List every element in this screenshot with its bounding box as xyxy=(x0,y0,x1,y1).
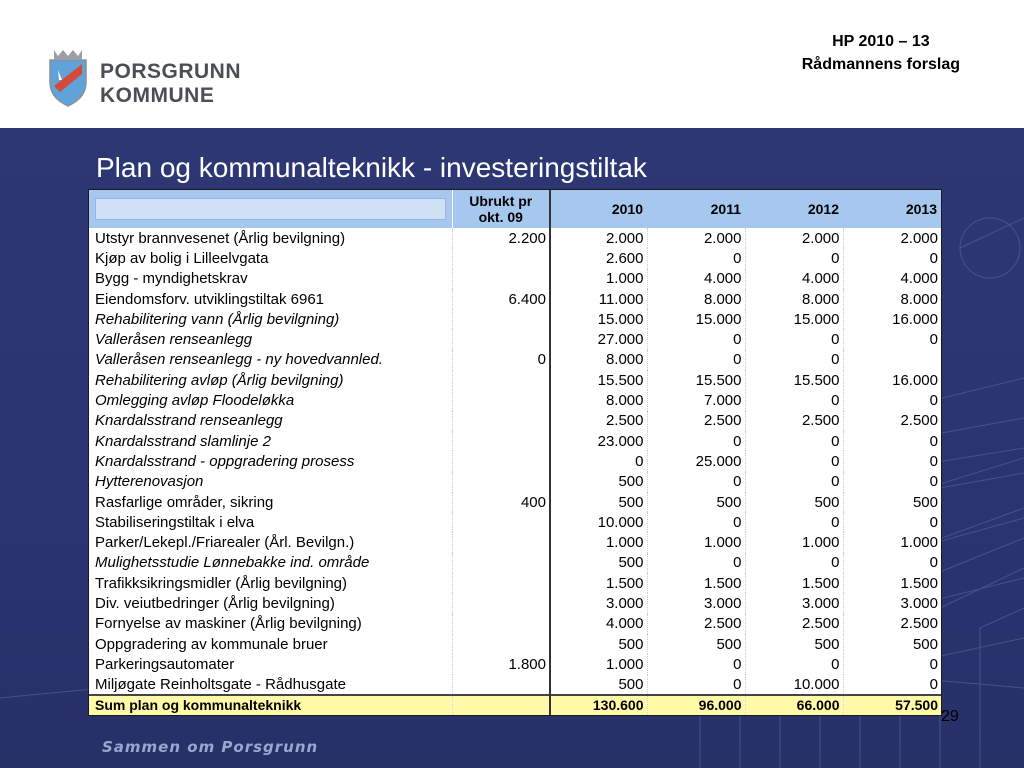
cell-2010: 4.000 xyxy=(550,614,647,634)
cell-2012: 0 xyxy=(745,431,843,451)
column-header-unused: Ubrukt pr okt. 09 xyxy=(452,190,550,228)
cell-2010: 2.000 xyxy=(550,228,647,248)
table-header-row xyxy=(89,190,941,228)
cell-2012: 3.000 xyxy=(745,593,843,613)
column-header-label xyxy=(89,190,452,228)
document-label xyxy=(802,30,960,76)
table-row xyxy=(89,634,941,654)
cell-2012: 500 xyxy=(745,634,843,654)
table-row xyxy=(89,472,941,492)
table-row xyxy=(89,553,941,573)
cell-2013: 0 xyxy=(843,248,941,268)
sum-cell-2012: 66.000 xyxy=(745,695,843,715)
sum-cell-2013: 57.500 xyxy=(843,695,941,715)
cell-2011: 500 xyxy=(647,634,745,654)
cell-2013: 8.000 xyxy=(843,289,941,309)
page-number: 29 xyxy=(941,708,959,725)
slogan: Sammen om Porsgrunn xyxy=(102,738,319,756)
cell-2012: 2.500 xyxy=(745,614,843,634)
table-row xyxy=(89,248,941,268)
cell-2013: 1.000 xyxy=(843,532,941,552)
table-body xyxy=(89,228,941,715)
column-header-2010: 2010 xyxy=(611,201,643,217)
row-label: Fornyelse av maskiner (Årlig bevilgning) xyxy=(95,615,362,633)
sum-cell-2010: 130.600 xyxy=(550,695,647,715)
cell-2010: 1.500 xyxy=(550,573,647,593)
row-label: Miljøgate Reinholtsgate - Rådhusgate xyxy=(95,675,346,693)
cell-unused xyxy=(452,329,550,349)
row-label: Oppgradering av kommunale bruer xyxy=(95,635,328,653)
sum-label: Sum plan og kommunalteknikk xyxy=(89,695,452,715)
cell-unused xyxy=(452,593,550,613)
cell-unused: 400 xyxy=(452,492,550,512)
table-row xyxy=(89,675,941,695)
cell-unused xyxy=(452,512,550,532)
table-row xyxy=(89,411,941,431)
cell-unused xyxy=(452,248,550,268)
cell-2012: 0 xyxy=(745,248,843,268)
cell-2010: 1.000 xyxy=(550,532,647,552)
cell-unused: 1.800 xyxy=(452,654,550,674)
cell-2010: 2.600 xyxy=(550,248,647,268)
row-label: Utstyr brannvesenet (Årlig bevilgning) xyxy=(95,229,346,247)
table-row xyxy=(89,370,941,390)
cell-2011: 2.500 xyxy=(647,411,745,431)
cell-2011: 0 xyxy=(647,329,745,349)
cell-2013: 0 xyxy=(843,472,941,492)
cell-unused xyxy=(452,411,550,431)
row-label: Stabiliseringstiltak i elva xyxy=(95,513,255,531)
table-row xyxy=(89,573,941,593)
slide-title: Plan og kommunalteknikk - investeringstiltak xyxy=(96,152,647,183)
document-subtitle: Rådmannens forslag xyxy=(801,56,960,73)
table-row xyxy=(89,532,941,552)
cell-2010: 15.000 xyxy=(550,309,647,329)
row-label: Valleråsen renseanlegg - ny hovedvannled. xyxy=(95,351,383,369)
cell-2012: 2.500 xyxy=(745,411,843,431)
cell-2012: 0 xyxy=(745,553,843,573)
row-label: Rasfarlige områder, sikring xyxy=(95,493,274,511)
cell-2012: 10.000 xyxy=(745,675,843,695)
cell-unused xyxy=(452,553,550,573)
table-row xyxy=(89,269,941,289)
cell-2012: 0 xyxy=(745,390,843,410)
cell-2013: 0 xyxy=(843,451,941,471)
cell-2011: 0 xyxy=(647,675,745,695)
investment-data-table xyxy=(89,190,941,715)
column-header-2011: 2011 xyxy=(710,201,741,217)
cell-2011: 0 xyxy=(647,553,745,573)
cell-2013: 16.000 xyxy=(843,309,941,329)
column-header-2013: 2013 xyxy=(905,201,937,217)
row-label: Parker/Lekepl./Friarealer (Årl. Bevilgn.) xyxy=(95,534,355,552)
cell-2013: 2.500 xyxy=(843,411,941,431)
cell-unused xyxy=(452,431,550,451)
cell-2011: 7.000 xyxy=(647,390,745,410)
cell-2013: 0 xyxy=(843,553,941,573)
sum-cell-unused xyxy=(452,695,550,715)
cell-2013: 500 xyxy=(843,634,941,654)
cell-2012: 15.500 xyxy=(745,370,843,390)
cell-2011: 2.500 xyxy=(647,614,745,634)
logo xyxy=(40,46,360,106)
cell-2013: 500 xyxy=(843,492,941,512)
table-row xyxy=(89,228,941,248)
cell-2012: 4.000 xyxy=(745,269,843,289)
cell-unused xyxy=(452,675,550,695)
row-label: Knardalsstrand - oppgradering prosess xyxy=(95,452,355,470)
cell-2013: 3.000 xyxy=(843,593,941,613)
table-row xyxy=(89,512,941,532)
table-row xyxy=(89,350,941,370)
investment-table xyxy=(88,189,942,716)
row-label: Valleråsen renseanlegg xyxy=(95,331,253,349)
cell-unused xyxy=(452,532,550,552)
cell-2010: 0 xyxy=(550,451,647,471)
row-label: Div. veiutbedringer (Årlig bevilgning) xyxy=(95,594,335,612)
porsgrunn-coat-of-arms-icon xyxy=(40,46,96,108)
cell-2011: 0 xyxy=(647,512,745,532)
cell-2012: 15.000 xyxy=(745,309,843,329)
cell-2011: 0 xyxy=(647,350,745,370)
cell-unused xyxy=(452,269,550,289)
cell-2012: 0 xyxy=(745,472,843,492)
cell-2011: 1.000 xyxy=(647,532,745,552)
cell-2011: 0 xyxy=(647,654,745,674)
cell-2010: 500 xyxy=(550,634,647,654)
cell-2013 xyxy=(843,350,941,370)
cell-2010: 2.500 xyxy=(550,411,647,431)
cell-2012: 0 xyxy=(745,350,843,370)
table-row xyxy=(89,451,941,471)
table-row xyxy=(89,614,941,634)
cell-2013: 2.000 xyxy=(843,228,941,248)
cell-2012: 0 xyxy=(745,329,843,349)
cell-unused xyxy=(452,472,550,492)
cell-2012: 8.000 xyxy=(745,289,843,309)
cell-2013: 0 xyxy=(843,654,941,674)
cell-2011: 0 xyxy=(647,472,745,492)
cell-2011: 8.000 xyxy=(647,289,745,309)
cell-2010: 15.500 xyxy=(550,370,647,390)
cell-2010: 1.000 xyxy=(550,269,647,289)
column-header-2012: 2012 xyxy=(807,201,839,217)
table-row xyxy=(89,431,941,451)
cell-2011: 2.000 xyxy=(647,228,745,248)
cell-2010: 500 xyxy=(550,472,647,492)
table-row xyxy=(89,329,941,349)
row-label: Trafikksikringsmidler (Årlig bevilgning) xyxy=(95,574,348,592)
table-row xyxy=(89,593,941,613)
row-label: Hytterenovasjon xyxy=(95,473,204,491)
row-label: Rehabilitering avløp (Årlig bevilgning) xyxy=(95,371,344,389)
cell-2011: 0 xyxy=(647,248,745,268)
cell-2013: 1.500 xyxy=(843,573,941,593)
cell-2010: 8.000 xyxy=(550,350,647,370)
cell-2010: 500 xyxy=(550,492,647,512)
cell-2010: 500 xyxy=(550,553,647,573)
cell-unused xyxy=(452,614,550,634)
cell-2012: 1.500 xyxy=(745,573,843,593)
org-name: PORSGRUNN KOMMUNE xyxy=(100,60,242,107)
sum-cell-2011: 96.000 xyxy=(647,695,745,715)
cell-unused xyxy=(452,573,550,593)
cell-unused xyxy=(452,451,550,471)
cell-2012: 2.000 xyxy=(745,228,843,248)
cell-2010: 1.000 xyxy=(550,654,647,674)
cell-2013: 4.000 xyxy=(843,269,941,289)
cell-2010: 10.000 xyxy=(550,512,647,532)
row-label: Bygg - myndighetskrav xyxy=(95,270,248,288)
cell-2013: 0 xyxy=(843,675,941,695)
row-label: Rehabilitering vann (Årlig bevilgning) xyxy=(95,310,340,328)
cell-2011: 4.000 xyxy=(647,269,745,289)
table-row xyxy=(89,390,941,410)
cell-2013: 0 xyxy=(843,390,941,410)
row-label: Omlegging avløp Floodeløkka xyxy=(95,392,295,410)
cell-unused: 2.200 xyxy=(452,228,550,248)
table-row xyxy=(89,309,941,329)
cell-2010: 27.000 xyxy=(550,329,647,349)
cell-2010: 23.000 xyxy=(550,431,647,451)
row-label: Knardalsstrand slamlinje 2 xyxy=(95,432,271,450)
cell-2012: 1.000 xyxy=(745,532,843,552)
cell-2012: 0 xyxy=(745,512,843,532)
cell-2011: 500 xyxy=(647,492,745,512)
table-row xyxy=(89,492,941,512)
cell-2013: 0 xyxy=(843,512,941,532)
cell-unused xyxy=(452,390,550,410)
cell-2011: 0 xyxy=(647,431,745,451)
cell-2011: 1.500 xyxy=(647,573,745,593)
cell-2013: 0 xyxy=(843,431,941,451)
cell-unused: 0 xyxy=(452,350,550,370)
cell-2010: 11.000 xyxy=(550,289,647,309)
cell-2010: 3.000 xyxy=(550,593,647,613)
cell-unused xyxy=(452,370,550,390)
sum-row xyxy=(89,695,941,715)
cell-2010: 8.000 xyxy=(550,390,647,410)
cell-2010: 500 xyxy=(550,675,647,695)
cell-2013: 0 xyxy=(843,329,941,349)
cell-2012: 500 xyxy=(745,492,843,512)
cell-unused xyxy=(452,634,550,654)
cell-unused: 6.400 xyxy=(452,289,550,309)
cell-2012: 0 xyxy=(745,654,843,674)
row-label: Parkeringsautomater xyxy=(95,655,235,673)
cell-2011: 15.500 xyxy=(647,370,745,390)
table-row xyxy=(89,289,941,309)
row-label: Mulighetsstudie Lønnebakke ind. område xyxy=(95,554,370,572)
table-row xyxy=(89,654,941,674)
cell-2011: 25.000 xyxy=(647,451,745,471)
cell-2013: 2.500 xyxy=(843,614,941,634)
cell-2011: 3.000 xyxy=(647,593,745,613)
row-label: Kjøp av bolig i Lilleelvgata xyxy=(95,249,269,267)
cell-2012: 0 xyxy=(745,451,843,471)
row-label: Knardalsstrand renseanlegg xyxy=(95,412,283,430)
row-label: Eiendomsforv. utviklingstiltak 6961 xyxy=(95,290,324,308)
cell-2011: 15.000 xyxy=(647,309,745,329)
cell-2013: 16.000 xyxy=(843,370,941,390)
document-title: HP 2010 – 13 xyxy=(832,33,930,50)
cell-unused xyxy=(452,309,550,329)
